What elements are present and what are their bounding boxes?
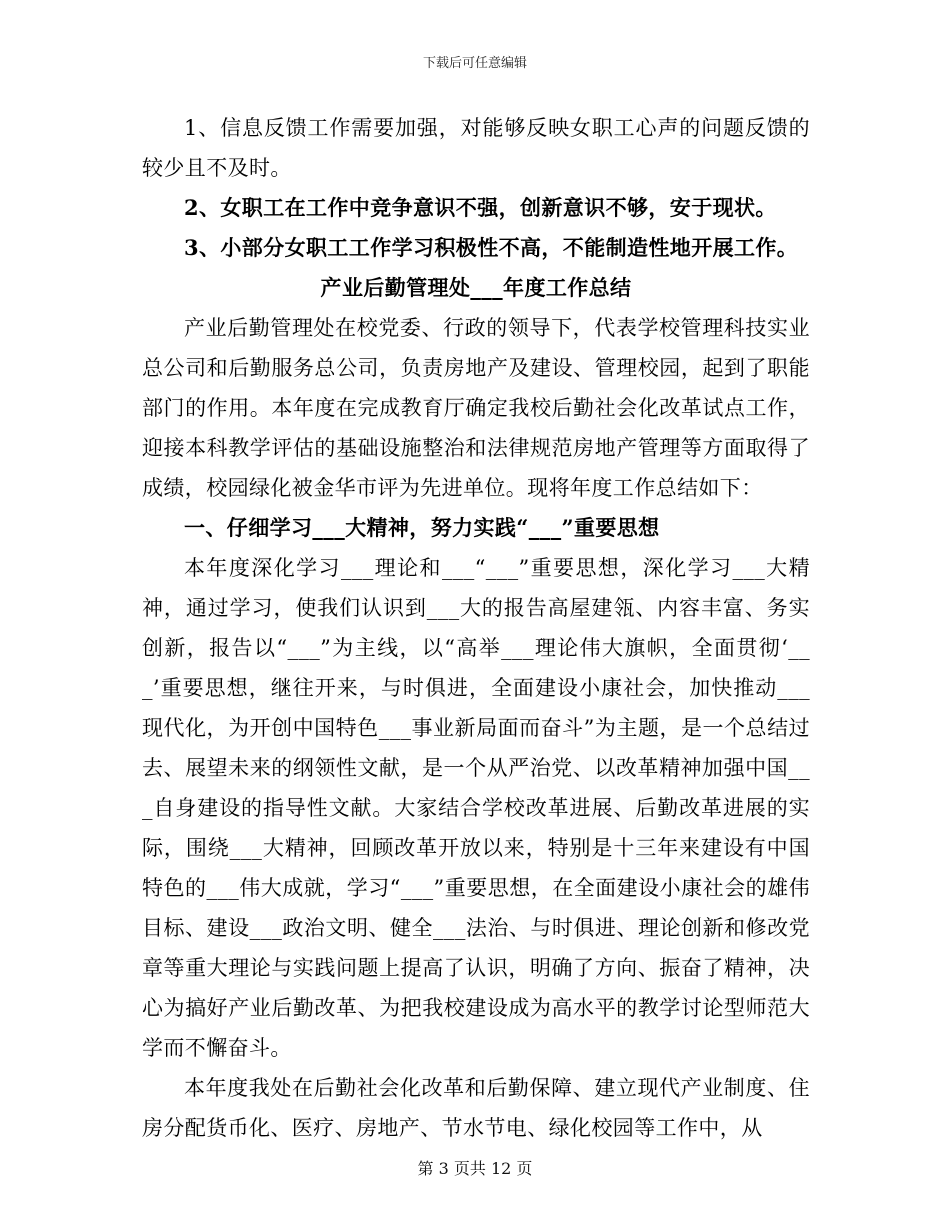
- page-footer: 第 3 页共 12 页: [417, 1159, 533, 1178]
- paragraph-intro: 产业后勤管理处在校党委、行政的领导下，代表学校管理科技实业总公司和后勤服务总公司，负责房地产及建设、管理校园，起到了职能部门的作用。本年度在完成教育厅确定我校后勤社会化改革试点工作，迎接本科教学评估的基础设施整治和法律规范房地产管理等方面取得了成绩，校园绿化被金华市评为先进单位。现将年度工作总结如下：: [142, 316, 810, 500]
- paragraph-study: 本年度深化学习___理论和___“___”重要思想，深化学习___大精神，通过学习，使我们认识到___大的报告高屋建瓴、内容丰富、务实创新，报告以“___”为主线，以“高举___理论伟大旗帜，全面贯彻‘___’重要思想，继往开来，与时俱进，全面建设小康社会，加快推动___现代化，为开创中国特色___事业新局面而奋斗”为主题，是一个总结过去、展望未来的纲领性文献，是一个从严治党、以改革精神加强中国___自身建设的指导性文献。大家结合学校改革进展、后勤改革进展的实际，围绕___大精神，回顾改革开放以来，特别是十三年来建设有中国特色的___伟大成就，学习“___”重要思想，在全面建设小康社会的雄伟目标、建设___政治文明、健全___法治、与时俱进、理论创新和修改党章等重大理论与实践问题上提高了认识，明确了方向、振奋了精神，决心为搞好产业后勤改革、为把我校建设成为高水平的教学讨论型师范大学而不懈奋斗。: [142, 556, 810, 1060]
- paragraph-3: 3、小部分女职工工作学习积极性不高，不能制造性地开展工作。: [184, 235, 799, 260]
- section-title: 产业后勤管理处___年度工作总结: [320, 275, 632, 300]
- paragraph-1: 1、信息反馈工作需要加强，对能够反映女职工心声的问题反馈的较少且不及时。: [142, 116, 810, 180]
- paragraph-2: 2、女职工在工作中竞争意识不强，创新意识不够，安于现状。: [184, 195, 777, 220]
- document-body: [142, 108, 810, 1148]
- paragraph-work: 本年度我处在后勤社会化改革和后勤保障、建立现代产业制度、住房分配货币化、医疗、房地产、节水节电、绿化校园等工作中，从: [142, 1076, 810, 1140]
- section-heading-1: 一、仔细学习___大精神，努力实践“___”重要思想: [184, 515, 660, 540]
- page-header: 下载后可任意编辑: [422, 56, 527, 71]
